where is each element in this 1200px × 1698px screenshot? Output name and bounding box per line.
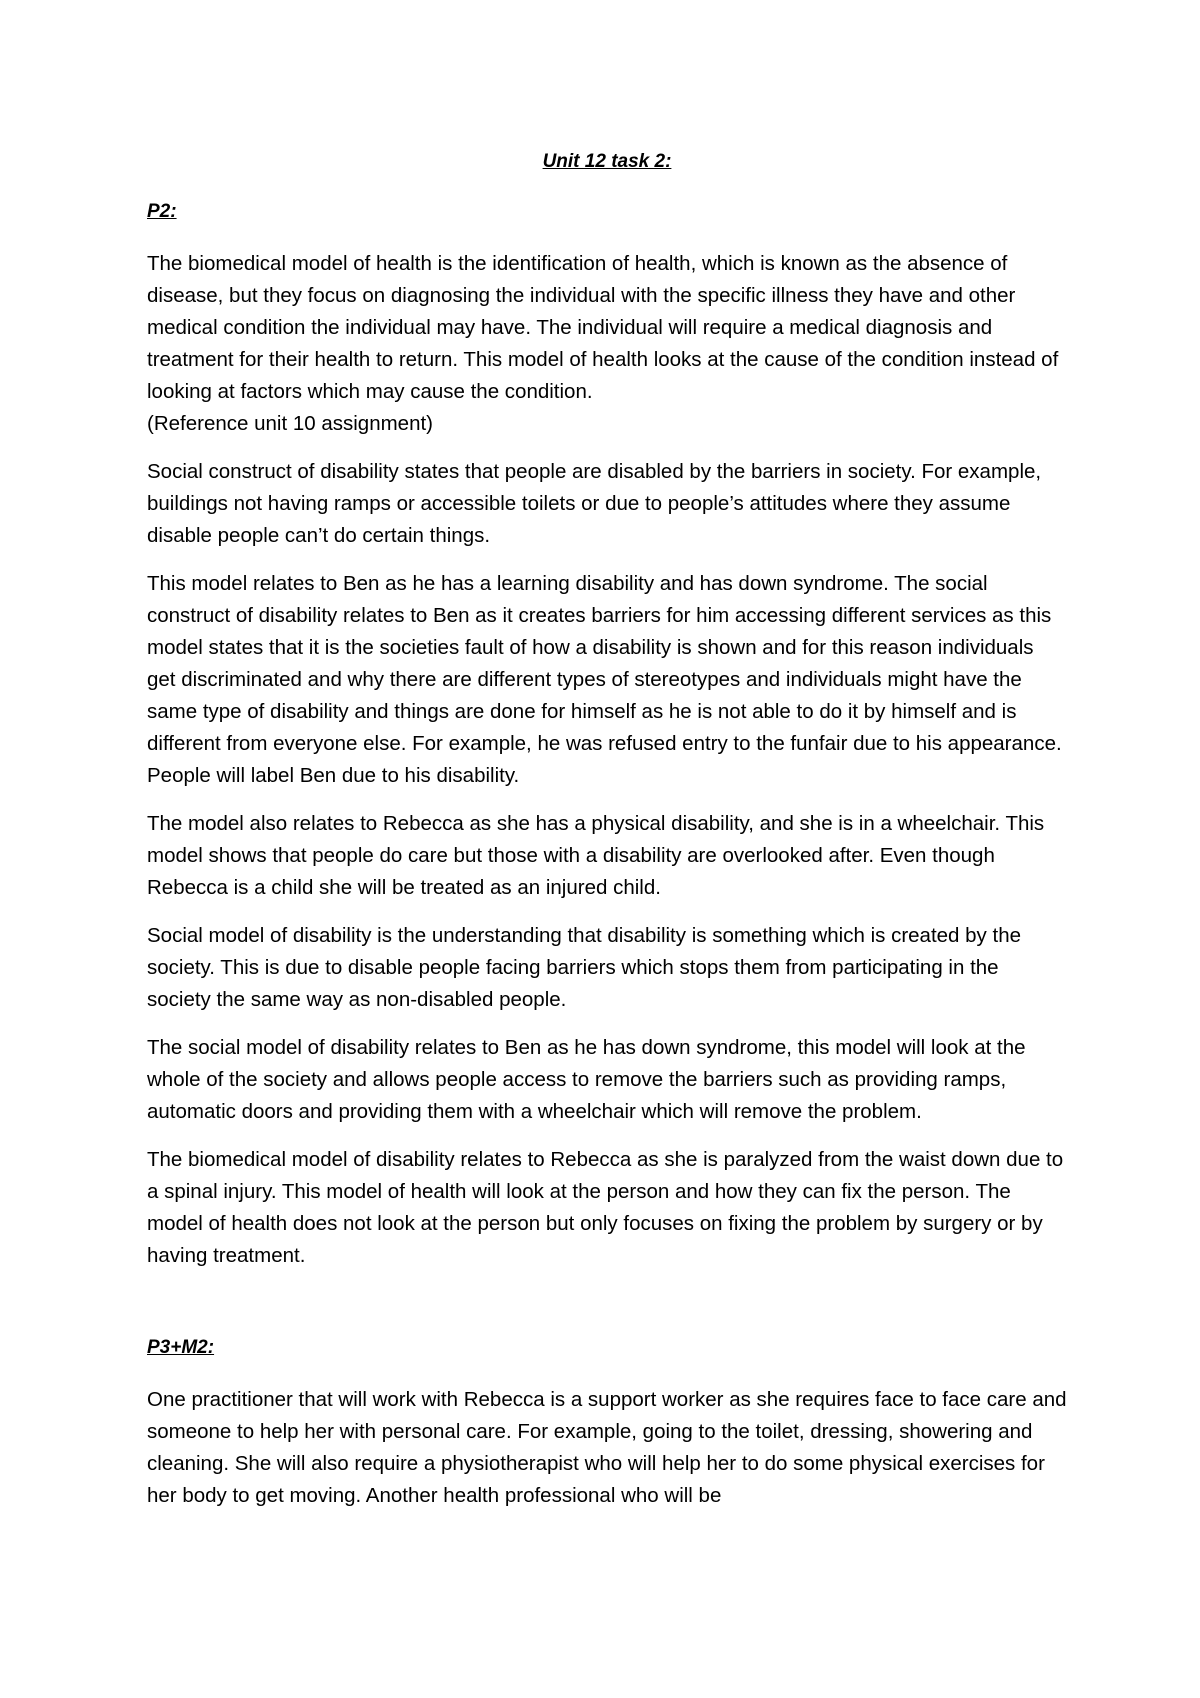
document-content xyxy=(147,146,1067,1528)
section-heading-p3-m2: P3+M2: xyxy=(147,1337,215,1358)
section-heading-p2: P2: xyxy=(147,201,177,222)
document-title: Unit 12 task 2: xyxy=(542,151,672,172)
paragraph-social-construct: Social construct of disability states that people are disabled by the barriers in society. For example, buildings not having ramps or accessible toilets or due to people’s attitudes where they assume disable people can’t do certain things. xyxy=(147,460,1042,547)
paragraph-biomedical-model: The biomedical model of health is the identification of health, which is known as the absence of disease, but they focus on diagnosing the individual with the specific illness they have and other medical condition the individual may have. The individual will require a medical diagnosis and treatment for their health to return. This model of health looks at the cause of the condition instead of looking at factors which may cause the condition. xyxy=(147,252,1059,403)
paragraph-rebecca-biomedical: The biomedical model of disability relates to Rebecca as she is paralyzed from the waist down due to a spinal injury. This model of health will look at the person and how they can fix the person. The model of health does not look at the person but only focuses on fixing the problem by surgery or by having treatment. xyxy=(147,1148,1064,1267)
paragraph-rebecca-model: The model also relates to Rebecca as she has a physical disability, and she is in a wheelchair. This model shows that people do care but those with a disability are overlooked after. Even though Rebecca is a child she will be treated as an injured child. xyxy=(147,812,1045,899)
paragraph-practitioners: One practitioner that will work with Rebecca is a support worker as she requires face to face care and someone to help her with personal care. For example, going to the toilet, dressing, showering and cleaning. She will also require a physiotherapist who will help her to do some physical exercises for her body to get moving. Another health professional who will be xyxy=(147,1388,1067,1507)
paragraph-ben-social-model: The social model of disability relates to Ben as he has down syndrome, this model will look at the whole of the society and allows people access to remove the barriers such as providing ramps, automatic doors and providing them with a wheelchair which will remove the problem. xyxy=(147,1036,1026,1123)
paragraph-reference: (Reference unit 10 assignment) xyxy=(147,412,434,435)
paragraph-ben-social-construct: This model relates to Ben as he has a learning disability and has down syndrome. The social construct of disability relates to Ben as it creates barriers for him accessing different services as this model states that it is the societies fault of how a disability is shown and for this reason individuals get discriminated and why there are different types of stereotypes and individuals might have the same type of disability and things are done for himself as he is not able to do it by himself and is different from everyone else. For example, he was refused entry to the funfair due to his appearance. People will label Ben due to his disability. xyxy=(147,572,1062,787)
section-spacer xyxy=(147,1288,1067,1332)
paragraph-social-model: Social model of disability is the understanding that disability is something which is created by the society. This is due to disable people facing barriers which stops them from participating in the society the same way as non-disabled people. xyxy=(147,924,1021,1011)
